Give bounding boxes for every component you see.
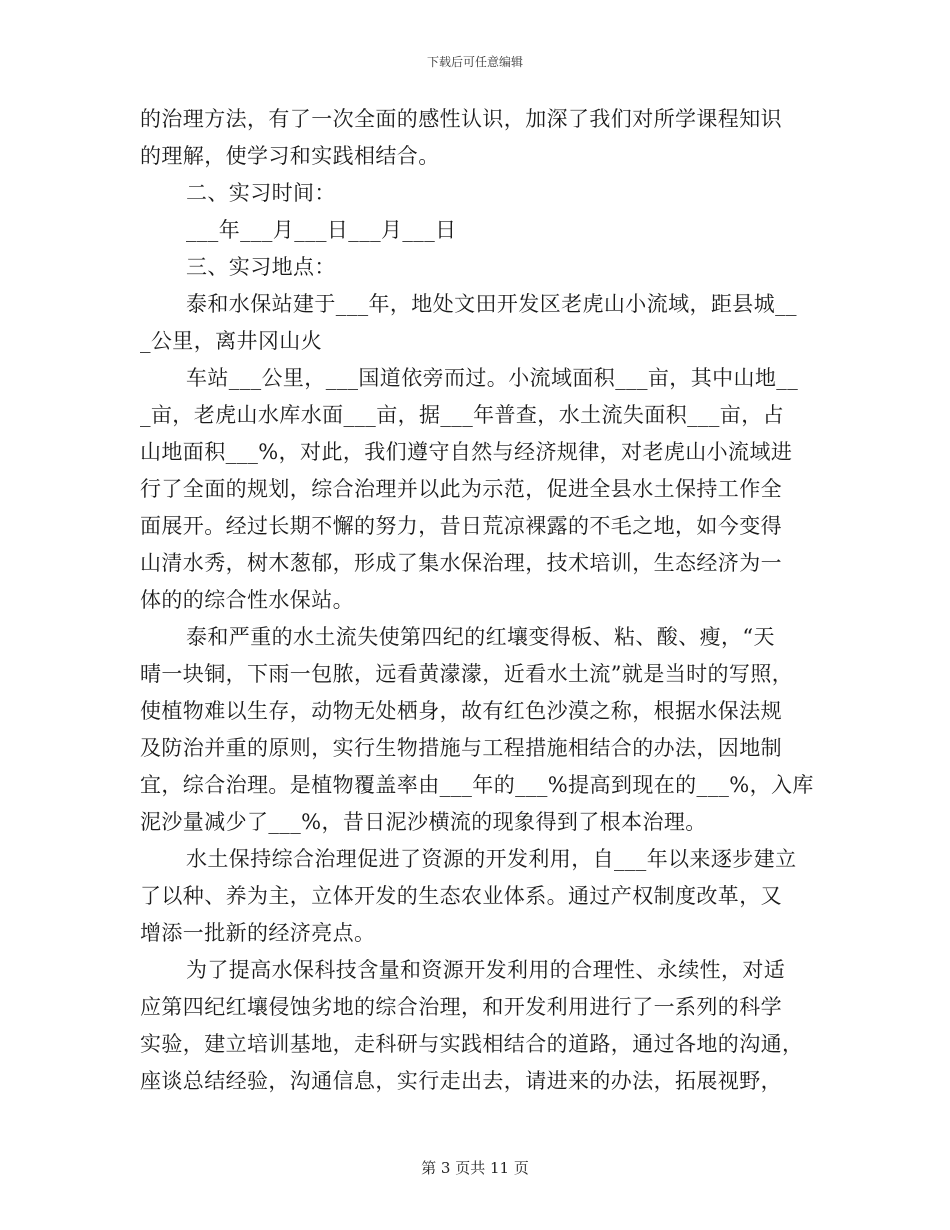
body-line: 及防治并重的原则，实行生物措施与工程措施相结合的办法，因地制 (140, 736, 782, 760)
body-line: 山清水秀，树木葱郁，形成了集水保治理，技术培训，生态经济为一 (140, 551, 782, 575)
body-line: 使植物难以生存，动物无处栖身，故有红色沙漠之称，根据水保法规 (140, 699, 782, 723)
body-line: 车站___公里，___国道依旁而过。小流域面积___亩，其中山地__ (186, 366, 799, 390)
body-line: 增添一批新的经济亮点。 (140, 921, 376, 945)
body-line: 泥沙量减少了___%，昔日泥沙横流的现象得到了根本治理。 (140, 810, 707, 834)
body-line: 晴一块铜，下雨一包脓，远看黄濛濛，近看水土流”就是当时的写照， (140, 662, 794, 686)
body-line: _公里，离井冈山火 (140, 329, 323, 353)
body-line: 实验，建立培训基地，走科研与实践相结合的道路，通过各地的沟通， (140, 1032, 804, 1056)
body-line: 泰和水保站建于___年，地处文田开发区老虎山小流域，距县城__ (186, 292, 797, 316)
body-line: 应第四纪红壤侵蚀劣地的综合治理，和开发利用进行了一系列的科学 (140, 995, 782, 1019)
date-blank-line: ___年___月___日___月___日 (186, 218, 457, 242)
body-line: 泰和严重的水土流失使第四纪的红壤变得板、粘、酸、瘦，“天 (186, 625, 775, 649)
body-line: 座谈总结经验，沟通信息，实行走出去，请进来的办法，拓展视野， (140, 1069, 782, 1093)
body-line: 水土保持综合治理促进了资源的开发利用，自___年以来逐步建立 (186, 847, 797, 871)
body-line: 的理解，使学习和实践相结合。 (140, 144, 440, 168)
section-heading-time: 二、实习时间： (186, 181, 336, 205)
body-line: 行了全面的规划，综合治理并以此为示范，促进全县水土保持工作全 (140, 477, 782, 501)
section-heading-location: 三、实习地点： (186, 255, 336, 279)
body-line: 面展开。经过长期不懈的努力，昔日荒凉裸露的不毛之地，如今变得 (140, 514, 782, 538)
body-line: 宜，综合治理。是植物覆盖率由___年的___%提高到现在的___%，入库 (140, 773, 814, 797)
page-footer: 第 3 页共 11 页 (421, 1159, 529, 1177)
body-line: 体的的综合性水保站。 (140, 588, 354, 612)
document-body (140, 101, 812, 1100)
body-line: 为了提高水保科技含量和资源开发利用的合理性、永续性，对适 (186, 958, 786, 982)
page-header: 下载后可任意编辑 (426, 55, 523, 69)
body-line: 了以种、养为主，立体开发的生态农业体系。通过产权制度改革，又 (140, 884, 782, 908)
body-line: _亩，老虎山水库水面___亩，据___年普查，水土流失面积___亩，占 (140, 403, 784, 427)
body-line: 的治理方法，有了一次全面的感性认识，加深了我们对所学课程知识 (140, 107, 782, 131)
body-line: 山地面积___%，对此，我们遵守自然与经济规律，对老虎山小流域进 (140, 440, 793, 464)
